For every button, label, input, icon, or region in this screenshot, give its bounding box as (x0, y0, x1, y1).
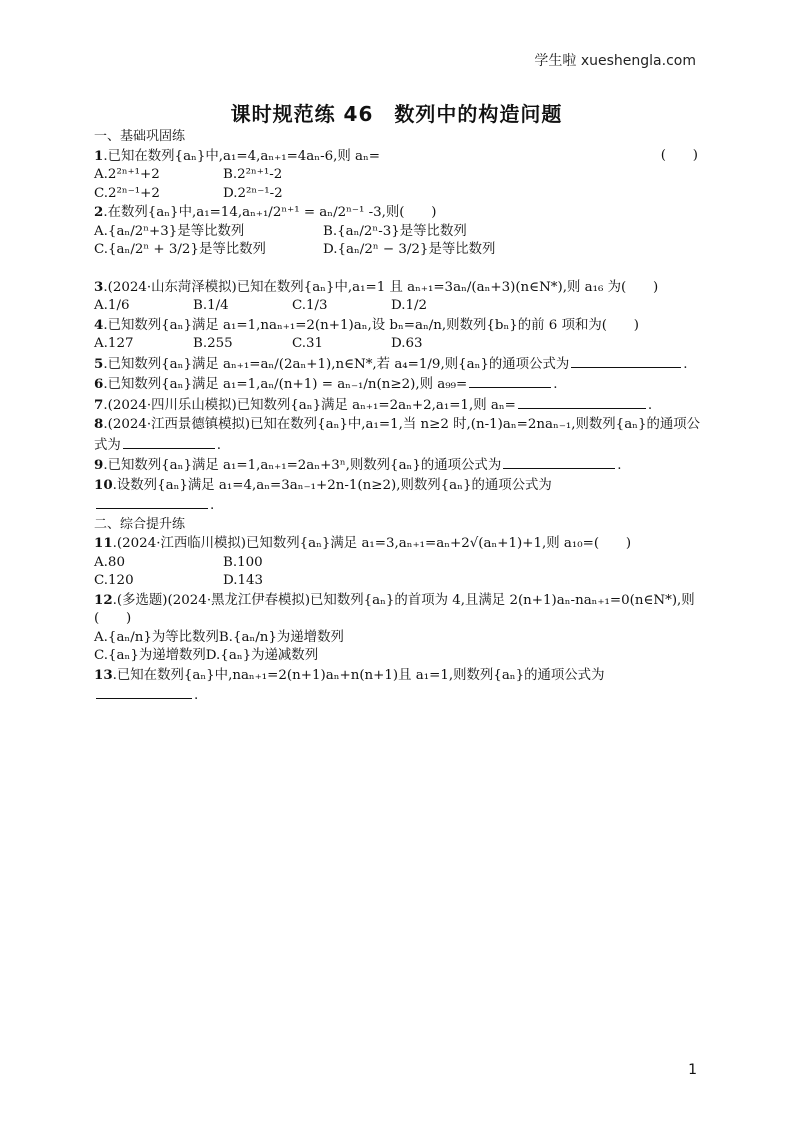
option-c: C.{aₙ}为递增数列 (94, 648, 206, 663)
section-heading-advanced: 二、综合提升练 (94, 516, 186, 532)
question-11-options (94, 554, 704, 573)
answer-blank[interactable] (123, 435, 215, 449)
option-d: D.2²ⁿ⁻¹-2 (223, 185, 283, 201)
question-4-options (94, 335, 704, 354)
question-6-stem: 已知数列{aₙ}满足 a₁=1,aₙ/(n+1) = aₙ₋₁/n(n≥2),则 a₉₉= (107, 377, 468, 392)
site-watermark: 学生啦 xueshengla.com (534, 53, 696, 69)
question-12: 12.(多选题)(2024·黑龙江伊春模拟)已知数列{aₙ}的首项为 4,且满足 2(n+1)aₙ-naₙ₊₁=0(n∈N*),则( ) (94, 591, 695, 626)
question-5: 5.已知数列{aₙ}满足 aₙ₊₁=aₙ/(2aₙ+1),n∈N*,若 a₄=1/9,则{aₙ}的通项公式为 . (94, 355, 688, 372)
answer-blank[interactable] (96, 495, 208, 509)
question-2-stem: 在数列{aₙ}中,a₁=14,aₙ₊₁/2ⁿ⁺¹ = aₙ/2ⁿ⁻¹ -3,则( ) (107, 205, 437, 220)
option-d: D.1/2 (391, 298, 428, 313)
question-1-stem: 已知在数列{aₙ}中,a₁=4,aₙ₊₁=4aₙ-6,则 aₙ= (107, 148, 381, 164)
option-d: D.63 (391, 336, 423, 351)
question-7-stem: (2024·四川乐山模拟)已知数列{aₙ}满足 aₙ₊₁=2aₙ+2,a₁=1,则 aₙ= (107, 397, 516, 413)
answer-blank[interactable] (571, 354, 681, 368)
question-8: 8.(2024·江西景德镇模拟)已知在数列{aₙ}中,a₁=1,当 n≥2 时,(n-1)aₙ=2naₙ₋₁,则数列{aₙ}的通项公式为 . (94, 416, 701, 453)
option-a: A.127 (94, 336, 134, 351)
option-c: C.1/3 (292, 298, 328, 313)
question-3-options (94, 297, 704, 316)
option-a: A.{aₙ/2ⁿ+3}是等比数列 (94, 223, 245, 239)
option-c: C.{aₙ/2ⁿ + 3/2}是等比数列 (94, 242, 266, 257)
question-5-stem: 已知数列{aₙ}满足 aₙ₊₁=aₙ/(2aₙ+1),n∈N*,若 a₄=1/9,则{aₙ}的通项公式为 (107, 356, 570, 372)
question-4-stem: 已知数列{aₙ}满足 a₁=1,naₙ₊₁=2(n+1)aₙ,设 bₙ=aₙ/n,则数列{bₙ}的前 6 项和为( ) (107, 317, 639, 333)
option-b: B.255 (193, 336, 233, 351)
option-a: A.80 (94, 554, 125, 570)
question-2-options (94, 223, 704, 242)
question-12-options-ab (94, 629, 704, 648)
option-a: A.{aₙ/n}为等比数列 (94, 629, 219, 645)
question-3: 3.(2024·山东菏泽模拟)已知在数列{aₙ}中,a₁=1 且 aₙ₊₁=3aₙ/(aₙ+3)(n∈N*),则 a₁₆ 为( ) (94, 278, 659, 295)
option-b: B.100 (223, 554, 263, 570)
answer-paren: ( ) (660, 147, 698, 163)
question-3-stem: (2024·山东菏泽模拟)已知在数列{aₙ}中,a₁=1 且 aₙ₊₁=3aₙ/(aₙ+3)(n∈N*),则 a₁₆ 为( ) (107, 279, 659, 295)
question-1: 1.已知在数列{aₙ}中,a₁=4,aₙ₊₁=4aₙ-6,则 aₙ= ( ) (94, 147, 698, 164)
answer-blank[interactable] (469, 374, 551, 388)
option-a: A.1/6 (94, 298, 130, 313)
question-12-stem: (多选题)(2024·黑龙江伊春模拟)已知数列{aₙ}的首项为 4,且满足 2(n+1)aₙ-naₙ₊₁=0(n∈N*),则( ) (94, 592, 695, 626)
answer-blank[interactable] (518, 395, 646, 409)
question-13: 13.已知在数列{aₙ}中,naₙ₊₁=2(n+1)aₙ+n(n+1)且 a₁=1,则数列{aₙ}的通项公式为. (94, 666, 605, 703)
question-8-stem: (2024·江西景德镇模拟)已知在数列{aₙ}中,a₁=1,当 n≥2 时,(n-1)aₙ=2naₙ₋₁,则数列{aₙ}的通项公式为 (94, 417, 701, 453)
question-9-stem: 已知数列{aₙ}满足 a₁=1,aₙ₊₁=2aₙ+3ⁿ,则数列{aₙ}的通项公式为 (107, 458, 502, 473)
answer-blank[interactable] (96, 685, 192, 699)
question-11: 11.(2024·江西临川模拟)已知数列{aₙ}满足 a₁=3,aₙ₊₁=aₙ+2√(aₙ+1)+1,则 a₁₀=( ) (94, 535, 632, 551)
page-title: 课时规范练 46 数列中的构造问题 (230, 102, 563, 126)
section-heading-basic: 一、基础巩固练 (94, 129, 186, 144)
page-number: 1 (688, 1062, 697, 1078)
question-13-stem: 已知在数列{aₙ}中,naₙ₊₁=2(n+1)aₙ+n(n+1)且 a₁=1,则数列{aₙ}的通项公式为 (116, 667, 605, 683)
option-d: D.143 (223, 573, 264, 588)
question-9: 9.已知数列{aₙ}满足 a₁=1,aₙ₊₁=2aₙ+3ⁿ,则数列{aₙ}的通项公式为 . (94, 457, 622, 473)
option-b: B.{aₙ/2ⁿ-3}是等比数列 (323, 223, 467, 239)
option-d: D.{aₙ/2ⁿ − 3/2}是等比数列 (323, 242, 496, 257)
option-b: B.2²ⁿ⁺¹-2 (223, 167, 283, 182)
worksheet-body (94, 128, 704, 706)
question-12-options-cd (94, 647, 704, 666)
question-7: 7.(2024·四川乐山模拟)已知数列{aₙ}满足 aₙ₊₁=2aₙ+2,a₁=1,则 aₙ= . (94, 396, 653, 413)
question-10-stem: 设数列{aₙ}满足 a₁=4,aₙ=3aₙ₋₁+2n-1(n≥2),则数列{aₙ}的通项公式为 (116, 477, 552, 493)
question-4: 4.已知数列{aₙ}满足 a₁=1,naₙ₊₁=2(n+1)aₙ,设 bₙ=aₙ/n,则数列{bₙ}的前 6 项和为( ) (94, 316, 639, 333)
option-d: D.{aₙ}为递减数列 (205, 648, 319, 663)
question-2: 2.在数列{aₙ}中,a₁=14,aₙ₊₁/2ⁿ⁺¹ = aₙ/2ⁿ⁻¹ -3,则( ) (94, 204, 437, 220)
option-b: B.1/4 (193, 298, 229, 313)
option-c: C.31 (292, 336, 324, 351)
option-c: C.2²ⁿ⁻¹+2 (94, 185, 160, 201)
question-6: 6.已知数列{aₙ}满足 a₁=1,aₙ/(n+1) = aₙ₋₁/n(n≥2),则 a₉₉= . (94, 376, 558, 392)
option-c: C.120 (94, 573, 134, 588)
question-11-stem: (2024·江西临川模拟)已知数列{aₙ}满足 a₁=3,aₙ₊₁=aₙ+2√(aₙ+1)+1,则 a₁₀=( ) (116, 536, 632, 551)
answer-blank[interactable] (503, 455, 615, 469)
option-a: A.2²ⁿ⁺¹+2 (94, 167, 160, 182)
question-10: 10.设数列{aₙ}满足 a₁=4,aₙ=3aₙ₋₁+2n-1(n≥2),则数列{aₙ}的通项公式为. (94, 476, 552, 513)
question-1-options (94, 166, 704, 185)
option-b: B.{aₙ/n}为递增数列 (218, 629, 344, 645)
